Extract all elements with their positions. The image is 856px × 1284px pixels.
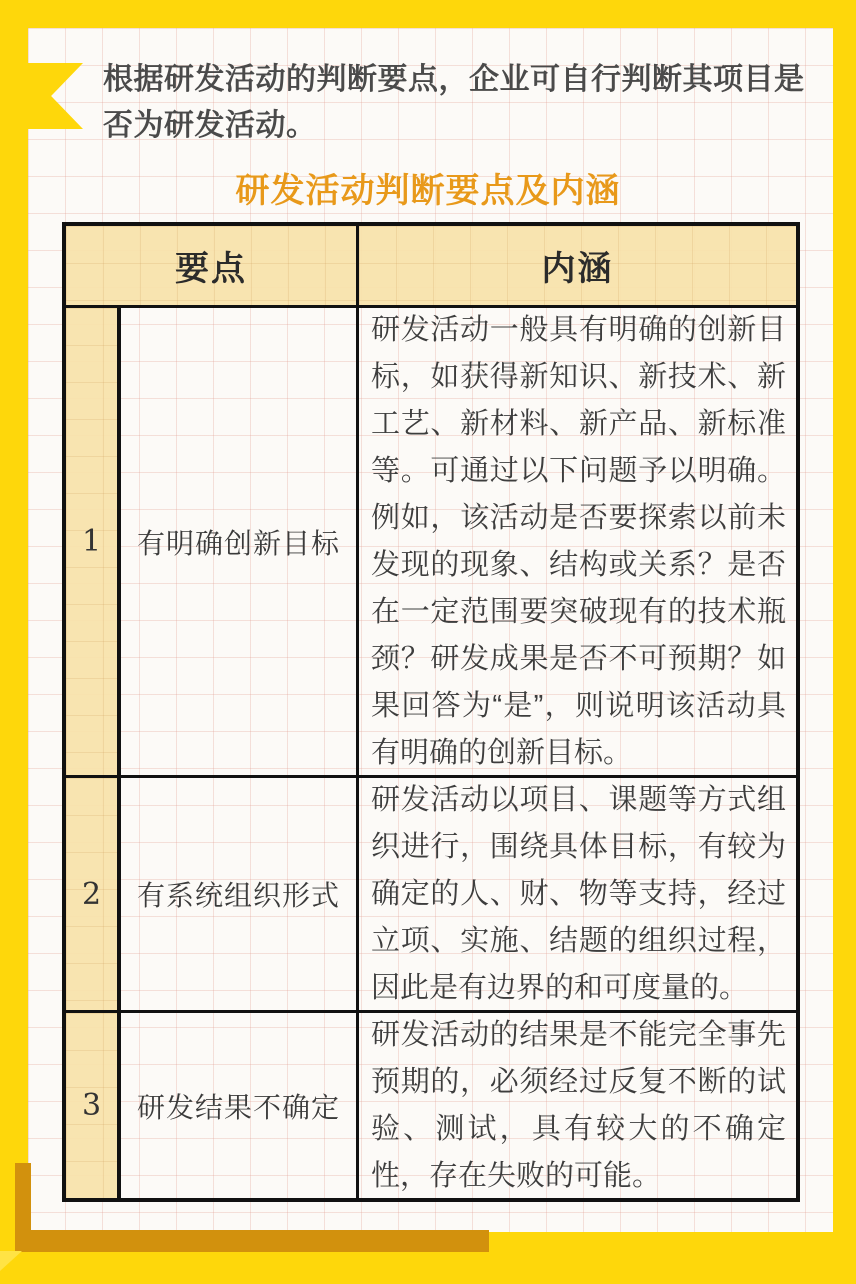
row-key-point: 有明确创新目标 [121,308,359,778]
criteria-table [62,222,800,1202]
row-key-point: 有系统组织形式 [121,778,359,1013]
row-number: 2 [66,778,121,1013]
page-title: 研发活动判断要点及内涵 [235,172,621,210]
row-number: 3 [66,1013,121,1198]
row-number: 1 [66,308,121,778]
row-key-point: 研发结果不确定 [121,1013,359,1198]
table-header-key-point: 要点 [66,226,359,308]
row-connotation: 研发活动的结果是不能完全事先预期的，必须经过反复不断的试验、测试，具有较大的不确定性，存在失败的可能。 [371,1018,786,1192]
row-connotation: 研发活动一般具有明确的创新目标，如获得新知识、新技术、新工艺、新材料、新产品、新标准等。可通过以下问题予以明确。例如，该活动是否要探索以前未发现的现象、结构或关系？是否在一定范围要突破现有的技术瓶颈？研发成果是否不可预期？如果回答为“是”，则说明该活动具有明确的创新目标。 [359,308,796,778]
table-header-connotation: 内涵 [359,226,796,308]
paper-shadow-bottom [15,1230,489,1252]
row-connotation: 研发活动以项目、课题等方式组织进行，围绕具体目标，有较为确定的人、财、物等支持，经过立项、实施、结题的组织过程，因此是有边界的和可度量的。 [359,778,796,1013]
intro-text: 根据研发活动的判断要点，企业可自行判断其项目是否为研发活动。 [103,63,805,142]
corner-fold-highlight [0,1251,22,1271]
